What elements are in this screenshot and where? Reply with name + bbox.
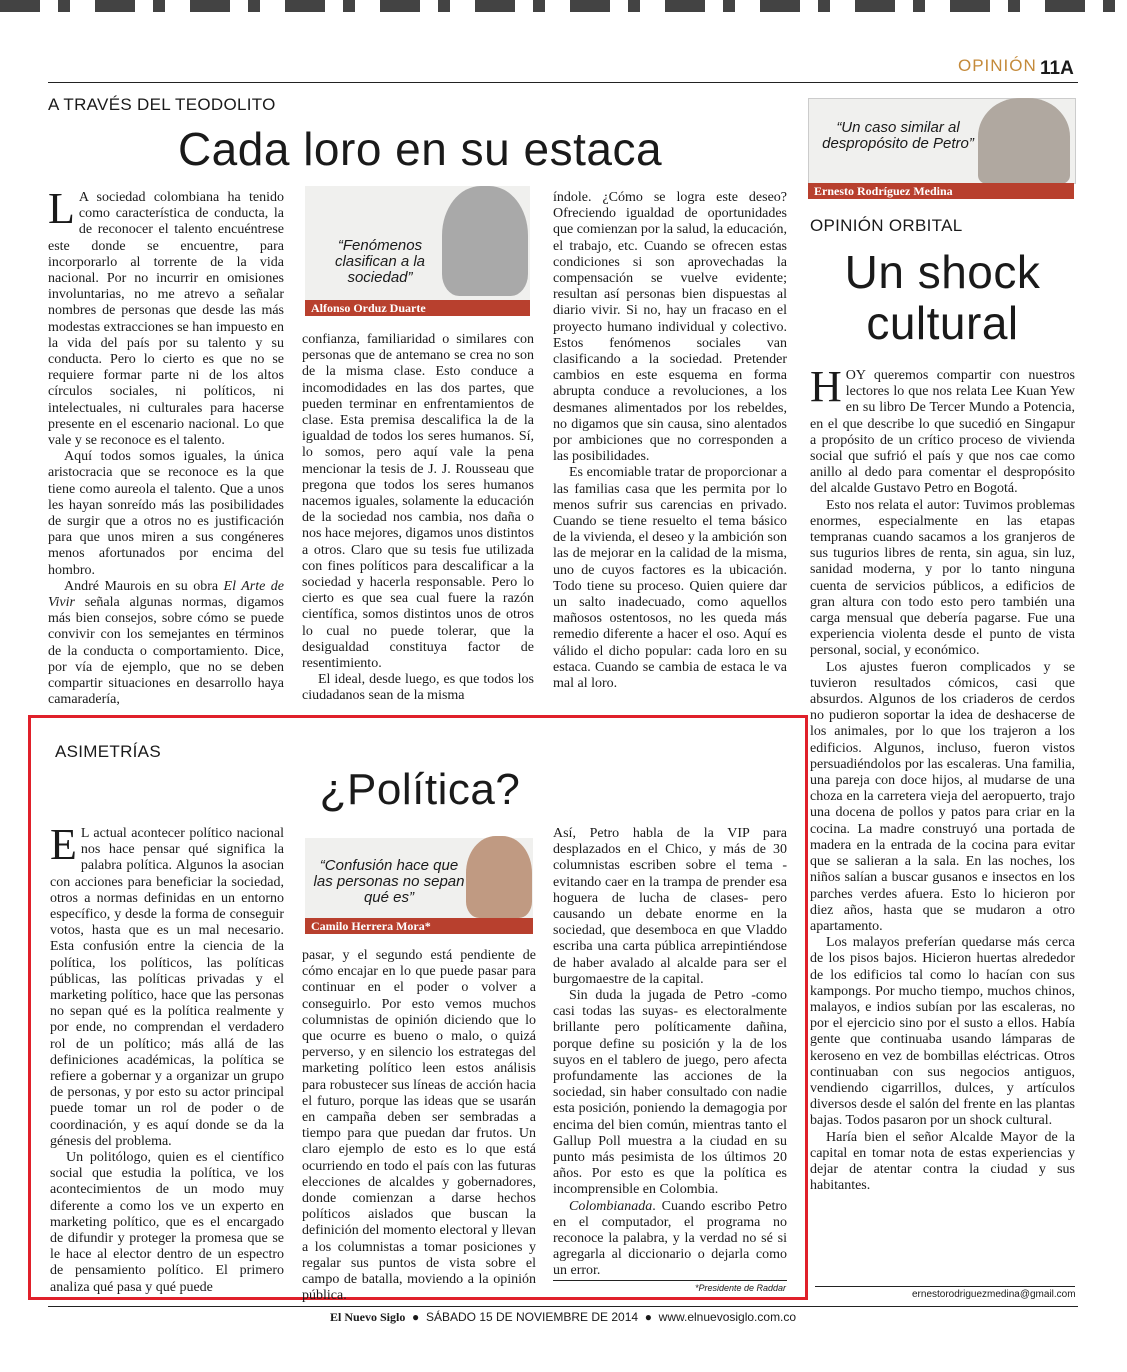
footer-bullet-icon: ● bbox=[408, 1310, 423, 1324]
asimetrias-pullquote: “Confusión hace que las personas no sepan qué es” bbox=[313, 857, 465, 906]
asimetrias-author-photo bbox=[466, 836, 532, 918]
asimetrias-author-name: Camilo Herrera Mora* bbox=[305, 918, 533, 934]
teodolito-headline: Cada loro en su estaca bbox=[177, 123, 663, 175]
asimetrias-column-2: pasar, y el segundo está pendiente de cómo encajar en lo que puede pasar para continuar en el poder o volver a conseguirlo. Por esto vemos muchos columnistas de opinión diciendo que lo que ocurre es bueno o malo, o quizá perverso, y en silencio los estrategas del marketing político leen estos análisis para robustecer sus líneas de acción hacia el futuro, porque las ideas que se usarán en campaña deben ser sembradas a tiempo para que puedan dar frutos. Un claro ejemplo de esto es lo que está ocurriendo en todo el país con las futuras elecciones de alcaldes y gobernadores, donde comienzan a darse hechos políticos aislados que buscan la definición del momento electoral y llevan a los columnistas a tomar posiciones y regalar sus puntos de vista sobre el campo de batalla, moviendo a la opinión pública. bbox=[302, 948, 536, 1304]
orbital-column: HOY queremos compartir con nuestros lectores lo que nos relata Lee Kuan Yew en su libro De Tercer Mundo a Potencia, en el que describe lo que sucedió en Singapur a propósito de un crítico proceso de vivienda social que sufrió el país y que nos cae como anillo al dedo para comentar el despropósito del alcalde Gustavo Petro en Bogotá. Esto nos relata el autor: Tuvimos problemas enormes, especialmente en las etapas tempranas cuando sacamos a los granjeros de sus tugurios libres de renta, sin agua, sin luz, sanidad moderna, y por lo tanto ninguna cuenta de servicios públicos, a edificios de gran altura con todo esto pero también una carga mensual que debería pagarse. Fue una experiencia violenta desde el punto de vista personal, social, y económico. Los ajustes fueron complicados y se tuvieron resultados cómicos, casi que absurdos. Algunos de los criaderos de cerdos no pudieron soportar la idea de deshacerse de los animales, por lo que los trajeron a los edificios. Algunos, incluso, fueron vistos persuadiéndolos por las escaleras. Una familia, una pareja con doce hijos, al mudarse de una choza en la carretera vieja del aeropuerto, trajo una docena de pollos y patos para criar en la cocina. La madre construyó una portada de madera en la entrada de la cocina para evitar que se salieran a la sala. En las noches, los niños salían a buscar gusanos e insectos en los parches verdes afuera. Esto lo hicieron por diez años, hasta que se mudaron a otro apartamento. Los malayos preferían quedarse más cerca de los pisos bajos. Hicieron huertas alrededor de los edificios tal como lo hacían con sus kampongs. Por mucho tiempo, muchos chinos, malayos, e indios subían por las escaleras, no por el ejercicio sino por el susto a ellos. Había gente que continuaba usando lámparas de keroseno en vez de bombillas eléctricas. Otros continuaban con sus negocios antiguos, vendiendo cigarrillos, dulces, y artículos diversos desde el salón del frente en las plantas bajas. Todos pasaron por un shock cultural. Haría bien el señor Alcalde Mayor de la capital en tomar nota de estas experiencias y dejar de atentar contra la ciudad y sus habitantes. bbox=[810, 362, 1075, 1194]
teodolito-column-3: índole. ¿Cómo se logra este deseo? Ofreciendo igualdad de oportunidades que comienzan por la salud, la educación, el trabajo, etc. Cuando se ofrecen estas condiciones si son aprovechadas la compensación se vuelve evidente; resultan así personas bien dispuestas al diario vivir. Si no, hay un fracaso en el proyecto humano individual y colectivo. Estos fenómenos sociales van clasificando a la sociedad. Pretender cambios en este esquema en forma abrupta conduce a revoluciones, a los desmanes alimentados por los rebeldes, no digamos que sin causa, sino alentados por ambiciones que no corresponden a las posibilidades. Es encomiable tratar de proporcionar a las familias casa que les permita por lo menos sufrir sus carencias en privado. Cuando se tiene resuelto el tema básico de la vivienda, el deseo y la ambición son las de mejorar en la calidad de la misma, uno de cuyos factores es la ubicación. Todo tiene su proceso. Quien quiere dar un salto inadecuado, como aquellos mañosos ostentosos, no les queda más remedio diferente a hacer el oso. Aquí es válido el dicho popular: cada loro en su estaca. Cuando se cambia de estaca le va mal al loro. bbox=[553, 190, 788, 692]
top-print-edge bbox=[0, 0, 1127, 12]
footer-paper-name: El Nuevo Siglo bbox=[330, 1310, 406, 1324]
footer bbox=[330, 1310, 796, 1325]
teodolito-author-photo bbox=[442, 186, 528, 296]
asimetrias-footnote: *Presidente de Raddar bbox=[695, 1283, 787, 1293]
footer-date: SÁBADO 15 DE NOVIEMBRE DE 2014 bbox=[425, 1310, 639, 1324]
orbital-author-name: Ernesto Rodríguez Medina bbox=[808, 183, 1074, 199]
footer-rule bbox=[48, 1306, 1078, 1307]
asimetrias-column-1: E L actual acontecer político nacional nos hace pensar qué significa la palabra política. Algunos la asocian con acciones para beneficiar la sociedad, otros a normas definidas en un entorno específico, y desde la forma de conseguir votos, hasta que es un mal necesario. Esta confusión entre la ciencia de la política, los políticos, las políticas públicas, las políticas privadas y el marketing político, hace que las personas no sepan qué es la política realmente y por ende, no comprendan el verdadero rol de un político; más allá de las definiciones académicas, la política se refiere a gobernar y a organizar un grupo de personas, y por esto su actor principal puede tomar un rol de poder o de coordinación, y es aquí donde se da la génesis del problema. Un politólogo, quien es el científico social que estudia la política, ve los acontecimientos de un modo muy diferente a como los ve un experto en marketing político, que es el encargado de difundir y proteger la promesa que se le hace al elector dentro de un espectro de pensamiento político. El primero analiza qué pasa y qué puede bbox=[50, 820, 284, 1295]
asimetrias-end-rule bbox=[553, 1280, 787, 1281]
orbital-pullquote: “Un caso similar al despropósito de Petro” bbox=[822, 119, 974, 152]
orbital-author-photo bbox=[978, 98, 1070, 184]
footer-bullet-icon: ● bbox=[641, 1310, 656, 1324]
footer-website[interactable]: www.elnuevosiglo.com.co bbox=[658, 1310, 797, 1324]
teodolito-section-label: A TRAVÉS DEL TEODOLITO bbox=[48, 95, 276, 114]
orbital-author-email[interactable]: ernestorodriguezmedina@gmail.com bbox=[912, 1289, 1076, 1300]
orbital-headline-line-1: Un shock bbox=[844, 246, 1041, 298]
orbital-section-label: OPINIÓN ORBITAL bbox=[810, 216, 963, 235]
drop-cap: L bbox=[48, 184, 75, 233]
orbital-end-rule bbox=[815, 1286, 1075, 1287]
header-rule bbox=[48, 82, 1078, 83]
teodolito-column-2: confianza, familiaridad o similares con personas que de antemano se crea no son de la misma clase. Esto conduce a incomodidades en las dos partes, que pueden terminar en enfrentamientos de clase. Esta premisa descalifica la de la igualdad de todos los seres humanos. Sí, lo somos, pero aquí vale la pena mencionar la tesis de J. J. Rousseau que pregona que todos los seres humanos nacemos iguales, solamente la educación de la sociedad nos cambia, nos daña o nos hace mejores, digamos unos distintos a otros. Claro que su tesis fue utilizada con fines políticos para descalificar a la sociedad y hacerla responsable. Pero lo cierto es que sea cual fuere la razón científica, somos distintos unos de otros lo cual no puede tolerar, que la desigualdad constituya factor de resentimiento. El ideal, desde luego, es que todos los ciudadanos sean de la misma bbox=[302, 332, 534, 704]
teodolito-author-name: Alfonso Orduz Duarte bbox=[305, 300, 530, 316]
asimetrias-section-label: ASIMETRÍAS bbox=[55, 742, 161, 761]
drop-cap: E bbox=[50, 820, 77, 869]
teodolito-column-1: L A sociedad colombiana ha tenido como característica de conducta, la de reconocer el talento encuéntrese este donde se encuentre, para incorporarlo al torrente de la vida nacional. Por no incurrir en omisiones involuntarias, no me atrevo a señalar nombres de personas que desde las más modestas extracciones se han impuesto en la vida del país por su talento y su conducta. Pero lo cierto es que no se requiere formar parte ni de los altos círculos sociales, ni políticos, ni intelectuales, ni culturales para hacerse presente en el escenario nacional. Lo que vale y se reconoce es el talento. Aquí todos somos iguales, la única aristocracia que se reconoce es la que tiene como aureola el talento. Que a unos les hayan sonreído más las posibilidades de surgir que a otros no es justificación para que unos miren a sus congéneres menos afortunados por encima del hombro. André Maurois en su obra El Arte de Vivir señala algunas normas, digamos más bien consejos, sobre cómo se puede convivir con los semejantes en términos de la conducta o comportamiento. Dice, por vía de ejemplo, que no se deben compartir situaciones en desarrollo haya camaradería, bbox=[48, 184, 284, 708]
asimetrias-column-3: Así, Petro habla de la VIP para desplazados en el Chico, y más de 30 columnistas escriben sobre el tema -evitando caer en la trampa de prender esa hoguera de lucha de clases- pero causando un debate enorme en la sociedad, que desemboca en que Vladdo escriba una carta pública arrepintiéndose de haber avalado al alcalde para ser el burgomaestre de la capital. Sin duda la jugada de Petro -como casi todas las suyas- es electoralmente brillante pero políticamente dañina, porque define su posición y la de los suyos en el tablero de juego, pero afecta profundamente las acciones de la sociedad, sin haber consultado con nadie esta posición, poniendo la demagogia por encima del bien común, mientras tanto el Gallup Poll muestra a la ciudad en su punto más pesimista de los últimos 20 años. Por esto es que la política es incomprensible en Colombia. Colombianada. Cuando escribo Petro en el computador, el programa no reconoce la palabra, y la verdad no sé si agregarla al diccionario o dejarla como un error. bbox=[553, 826, 787, 1279]
page-number: 11A bbox=[1040, 58, 1074, 79]
teodolito-pullquote: “Fenómenos clasifican a la sociedad” bbox=[334, 237, 426, 286]
orbital-headline-line-2: cultural bbox=[866, 297, 1019, 349]
section-header: OPINIÓN bbox=[958, 56, 1037, 75]
asimetrias-headline: ¿Política? bbox=[319, 765, 521, 814]
drop-cap: H bbox=[810, 362, 842, 411]
